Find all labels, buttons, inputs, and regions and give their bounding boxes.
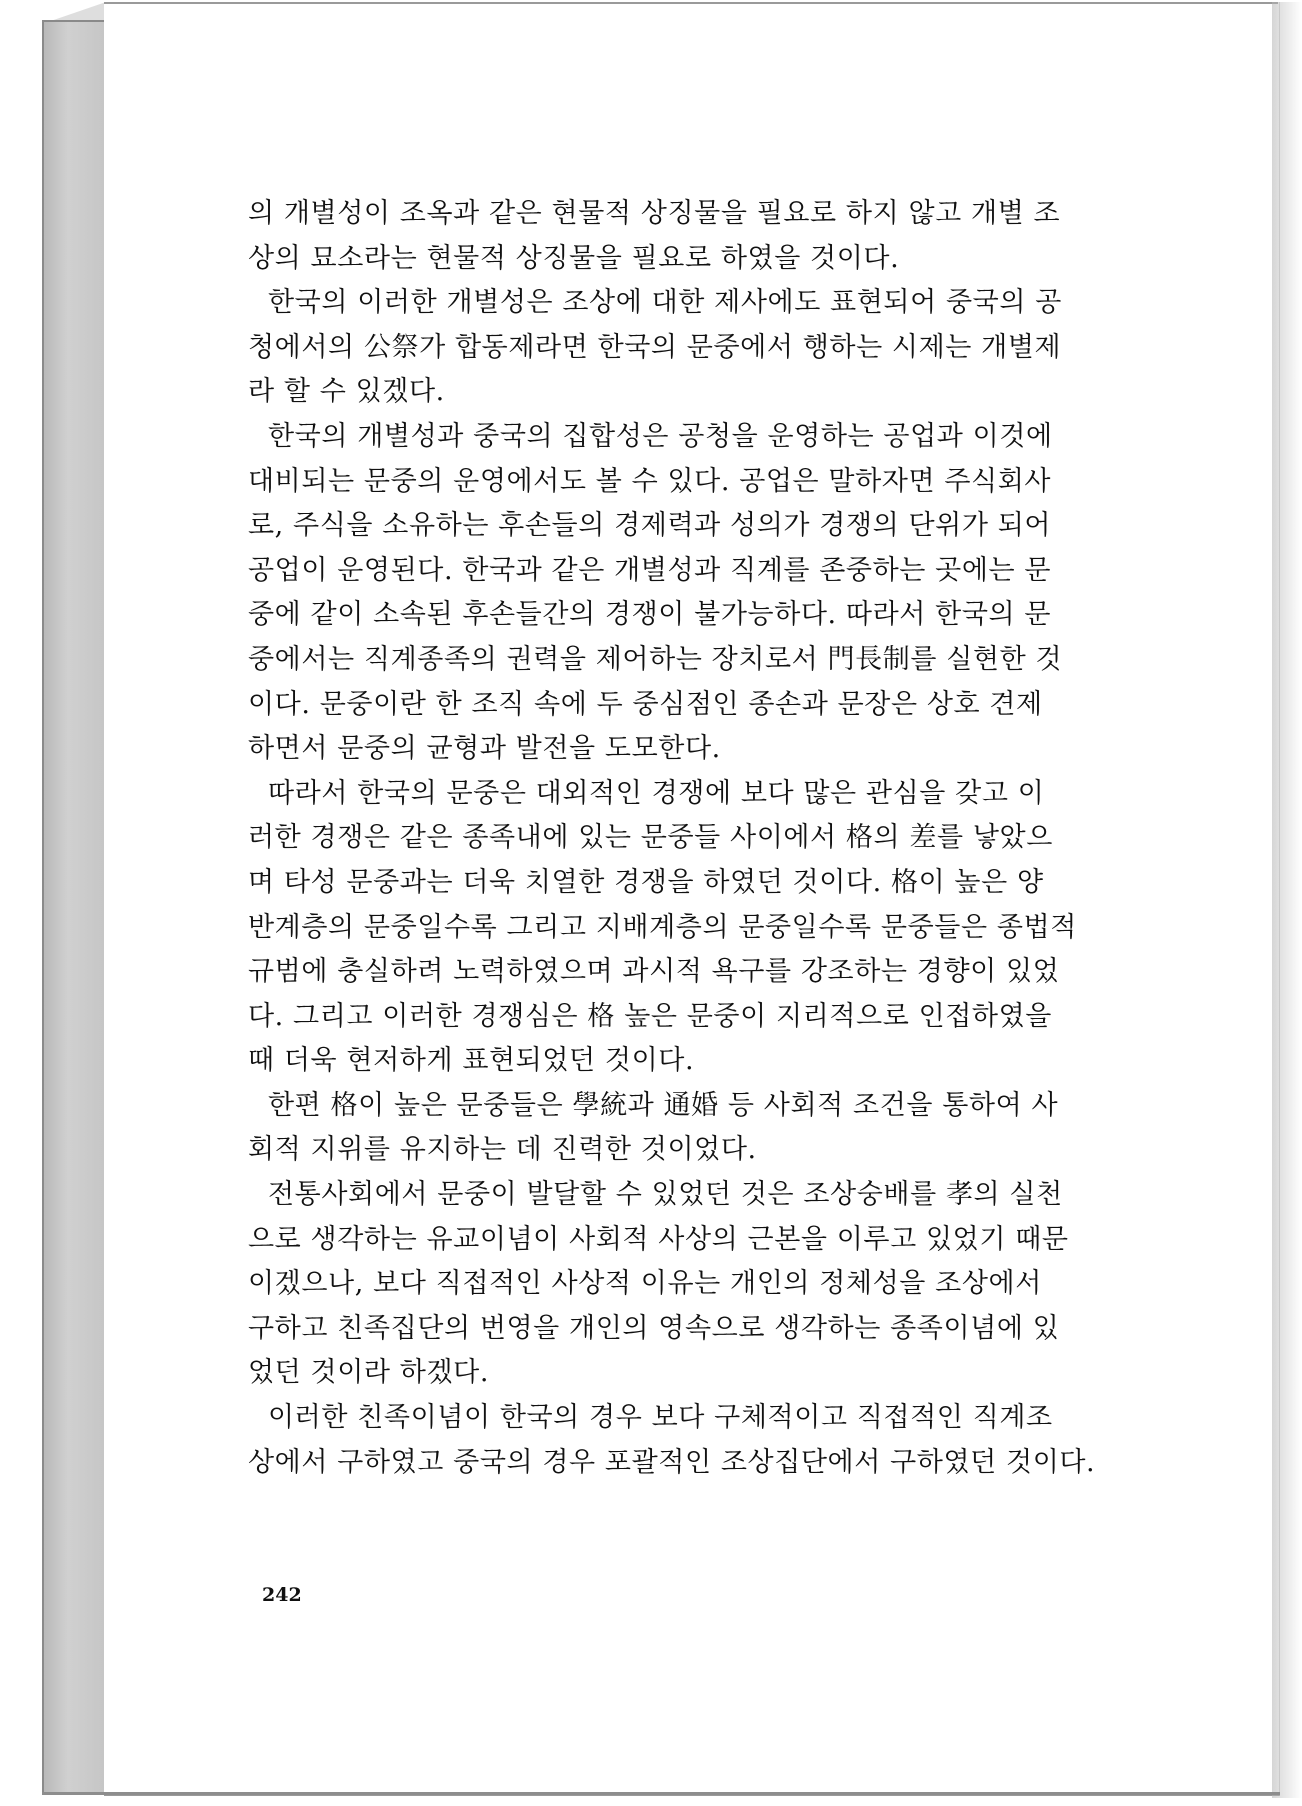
paragraph-start-line: 따라서 한국의 문중은 대외적인 경쟁에 보다 많은 관심을 갖고 이: [268, 777, 1045, 809]
text-line: 의 개별성이 조옥과 같은 현물적 상징물을 필요로 하지 않고 개별 조: [248, 198, 1061, 229]
text-line: 으로 생각하는 유교이념이 사회적 사상의 근본을 이루고 있었기 때문: [248, 1223, 1069, 1255]
paragraph-start-line: 이러한 친족이념이 한국의 경우 보다 구체적이고 직접적인 직계조: [268, 1402, 1053, 1434]
book-spine: [42, 20, 106, 1795]
book-bottom-edge: [42, 1792, 1280, 1795]
page-number: 242: [262, 1584, 302, 1606]
text-line: 이다. 문중이란 한 조직 속에 두 중심점인 종손과 문장은 상호 견제: [248, 688, 1043, 720]
book-top-edge: [104, 2, 1278, 4]
paragraph-start-line: 한국의 이러한 개별성은 조상에 대한 제사에도 표현되어 중국의 공: [268, 287, 1062, 319]
text-line: 로, 주식을 소유하는 후손들의 경제력과 성의가 경쟁의 단위가 되어: [248, 510, 1052, 542]
text-line: 이겠으나, 보다 직접적인 사상적 이유는 개인의 정체성을 조상에서: [248, 1268, 1042, 1300]
text-line: 때 더욱 현저하게 표현되었던 것이다.: [248, 1045, 695, 1077]
paragraph-start-line: 전통사회에서 문중이 발달할 수 있었던 것은 조상숭배를 孝의 실천: [268, 1179, 1063, 1211]
text-line: 청에서의 公祭가 합동제라면 한국의 문중에서 행하는 시제는 개별제: [248, 331, 1062, 363]
text-line: 라 할 수 있겠다.: [248, 376, 445, 408]
text-line: 중에 같이 소속된 후손들간의 경쟁이 불가능하다. 따라서 한국의 문: [248, 599, 1052, 631]
book-right-shadow: [1272, 2, 1302, 1798]
text-line: 하면서 문중의 균형과 발전을 도모한다.: [248, 733, 721, 765]
text-line: 었던 것이라 하겠다.: [248, 1357, 490, 1389]
text-line: 규범에 충실하려 노력하였으며 과시적 욕구를 강조하는 경향이 있었: [248, 956, 1060, 988]
text-line: 상에서 구하였고 중국의 경우 포괄적인 조상집단에서 구하였던 것이다.: [248, 1446, 1096, 1478]
text-line: 반계층의 문중일수록 그리고 지배계층의 문중일수록 문중들은 종법적: [248, 911, 1077, 943]
text-line: 구하고 친족집단의 번영을 개인의 영속으로 생각하는 종족이념에 있: [248, 1312, 1060, 1344]
text-line: 회적 지위를 유지하는 데 진력한 것이었다.: [248, 1134, 757, 1166]
paragraph-start-line: 한편 格이 높은 문중들은 學統과 通婚 등 사회적 조건을 통하여 사: [268, 1089, 1059, 1121]
paragraph-start-line: 한국의 개별성과 중국의 집합성은 공청을 운영하는 공업과 이것에: [268, 420, 1053, 452]
text-line: 공업이 운영된다. 한국과 같은 개별성과 직계를 존중하는 곳에는 문: [248, 554, 1052, 586]
text-line: 러한 경쟁은 같은 종족내에 있는 문중들 사이에서 格의 差를 낳았으: [248, 822, 1053, 854]
text-line: 중에서는 직계종족의 권력을 제어하는 장치로서 門長制를 실현한 것: [248, 643, 1063, 675]
text-line: 다. 그리고 이러한 경쟁심은 格 높은 문중이 지리적으로 인접하였을: [248, 1000, 1052, 1032]
page-body-text: [248, 192, 1148, 1485]
text-line: 대비되는 문중의 운영에서도 볼 수 있다. 공업은 말하자면 주식회사: [248, 465, 1052, 497]
text-line: 며 타성 문중과는 더욱 치열한 경쟁을 하였던 것이다. 格이 높은 양: [248, 866, 1044, 898]
text-line: 상의 묘소라는 현물적 상징물을 필요로 하였을 것이다.: [248, 242, 900, 274]
